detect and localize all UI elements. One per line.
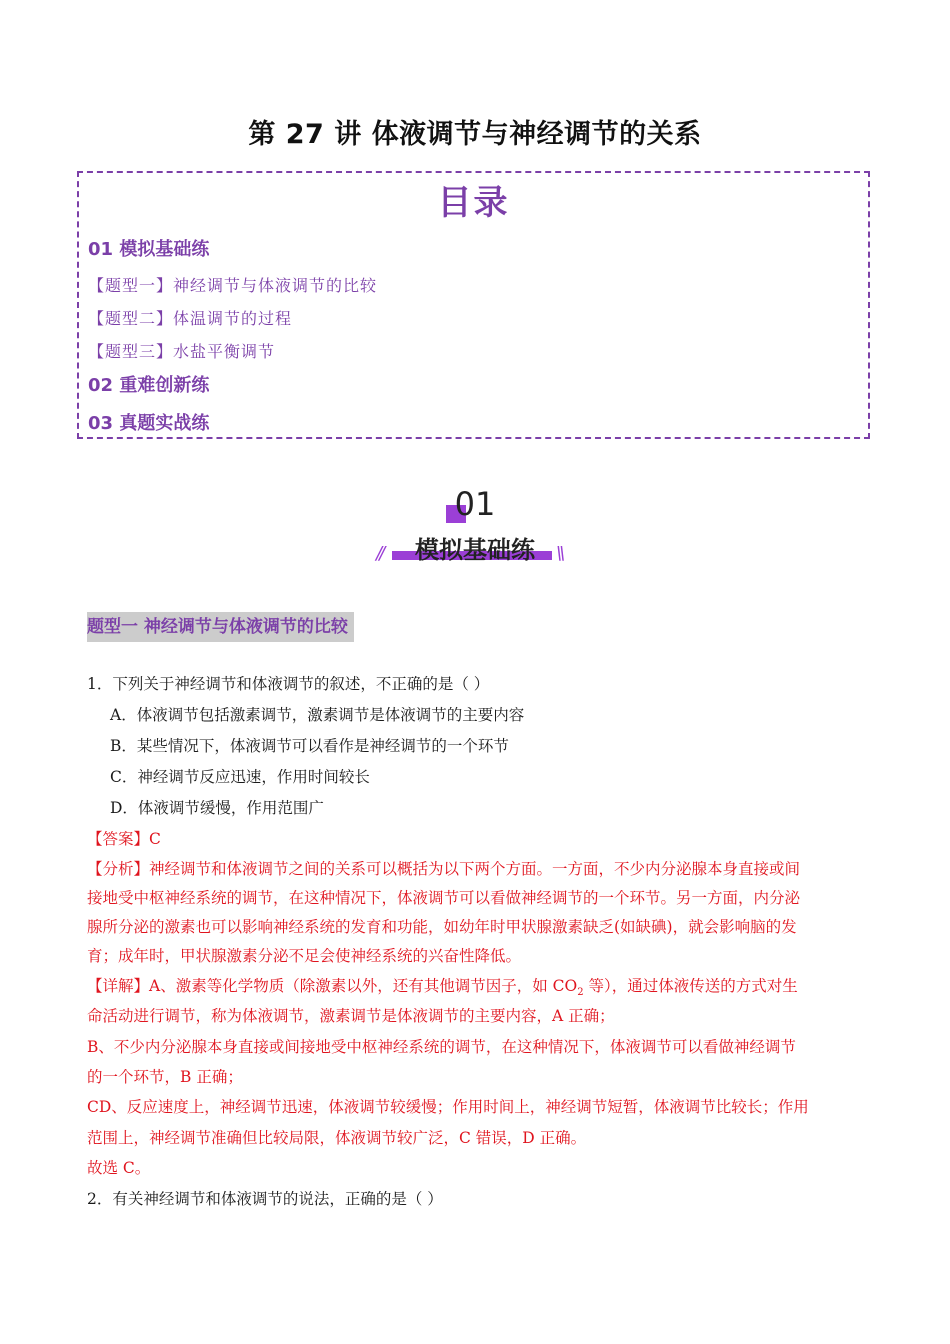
question-2-stem: 2．有关神经调节和体液调节的说法，正确的是（ ） [87, 1190, 443, 1208]
question-1-option-c: C．神经调节反应迅速，作用时间较长 [110, 768, 370, 786]
section-title-bar: 题型一 神经调节与体液调节的比较 [87, 612, 354, 642]
banner-number: 01 [454, 485, 496, 523]
question-1-option-b: B．某些情况下，体液调节可以看作是神经调节的一个环节 [110, 737, 509, 755]
toc-item-type3[interactable]: 【题型三】水盐平衡调节 [88, 342, 276, 361]
toc-heading: 目录 [437, 183, 510, 223]
detail-text: 等），通过体液传送的方式对生 [583, 977, 798, 995]
detail-line [87, 976, 798, 1003]
banner-left-slash-icon: // [376, 543, 383, 564]
banner-right-slash-icon: \\ [556, 543, 563, 564]
section-banner [370, 485, 580, 575]
detail-text: 【详解】A、激素等化学物质（除激素以外，还有其他调节因子，如 CO [87, 977, 578, 995]
question-1-option-d: D．体液调节缓慢，作用范围广 [110, 799, 324, 817]
detail-line: 范围上，神经调节准确但比较局限，体液调节较广泛，C 错误，D 正确。 [87, 1129, 587, 1147]
detail-subscript: 2 [577, 987, 584, 999]
detail-line: 命活动进行调节，称为体液调节，激素调节是体液调节的主要内容，A 正确； [87, 1007, 615, 1025]
banner-label: 模拟基础练 [415, 536, 535, 564]
detail-line: B、不少内分泌腺本身直接或间接地受中枢神经系统的调节，在这种情况下，体液调节可以看做神经调节 [87, 1038, 796, 1056]
detail-line: 的一个环节，B 正确； [87, 1068, 243, 1086]
page-title: 第 27 讲 体液调节与神经调节的关系 [248, 119, 702, 150]
toc-item-type1[interactable]: 【题型一】神经调节与体液调节的比较 [88, 276, 378, 295]
detail-line: 故选 C。 [87, 1159, 151, 1177]
toc-item-03[interactable]: 03 真题实战练 [88, 413, 210, 434]
toc-item-type2[interactable]: 【题型二】体温调节的过程 [88, 309, 293, 328]
toc-item-02[interactable]: 02 重难创新练 [88, 375, 210, 396]
analysis-line: 腺所分泌的激素也可以影响神经系统的发育和功能，如幼年时甲状腺激素缺乏(如缺碘)，就会影响脑的发 [87, 918, 797, 936]
analysis-line: 接地受中枢神经系统的调节，在这种情况下，体液调节可以看做神经调节的一个环节。另一方面，内分泌 [87, 889, 801, 907]
detail-line: CD、反应速度上，神经调节迅速，体液调节较缓慢；作用时间上，神经调节短暂，体液调节比较长；作用 [87, 1098, 809, 1116]
analysis-line: 【分析】神经调节和体液调节之间的关系可以概括为以下两个方面。一方面，不少内分泌腺本身直接或间 [87, 860, 801, 878]
question-1-answer: 【答案】C [87, 830, 161, 848]
question-1-option-a: A．体液调节包括激素调节，激素调节是体液调节的主要内容 [110, 706, 525, 724]
question-1-stem: 1．下列关于神经调节和体液调节的叙述，不正确的是（ ） [87, 675, 490, 693]
analysis-line: 育；成年时，甲状腺激素分泌不足会使神经系统的兴奋性降低。 [87, 947, 522, 965]
table-of-contents [77, 171, 870, 439]
toc-item-01[interactable]: 01 模拟基础练 [88, 239, 210, 260]
